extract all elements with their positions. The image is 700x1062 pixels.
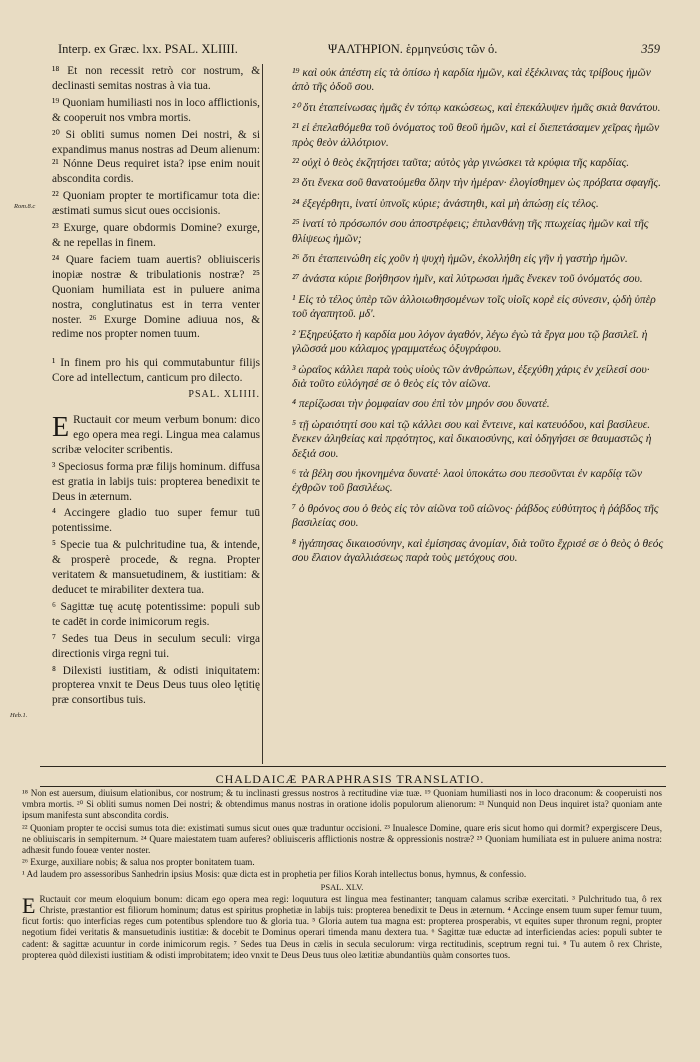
greek-verse: ⁷ ὁ θρόνος σου ὁ θεὸς εἰς τὸν αἰῶνα τοῦ αἰῶνος· ῥάβδος εὐθύτητος ἡ ῥάβδος τῆς βασιλείας σου. [292,502,659,530]
psalm-title: ¹ In finem pro his qui commutabuntur filijs Core ad intellectum, canticum pro dilecto. [52,357,260,385]
running-header [58,42,660,62]
chaldaic-paragraph: ²⁶ Exurge, auxiliare nobis; & salua nos propter bonitatem tuam. [22,857,255,868]
greek-verse: ²⁰ ὅτι ἐταπείνωσας ἡμᾶς ἐν τόπῳ κακώσεως, καὶ ἐπεκάλυψεν ἡμᾶς σκιὰ θανάτου. [292,101,661,114]
latin-column [52,64,260,710]
header-right: ΨΑΛΤΗΡΙΟΝ. ἑρμηνεύσις τῶν ό. [328,42,498,56]
greek-verse: ²³ ὅτι ἕνεκα σοῦ θανατούμεθα ὅλην τὴν ἡμέραν· ἐλογίσθημεν ὡς πρόβατα σφαγῆς. [292,177,661,190]
latin-verse: ⁶ Sagittæ tuę acutę potentissime: populi sub te cadēt in corde inimicorum regis. [52,600,260,628]
drop-cap: E [52,412,70,444]
greek-psalm-title: ¹ Εἰς τὸ τέλος ὑπὲρ τῶν ἀλλοιωθησομένων τοῖς υἱοῖς κορὲ εἰς σύνεσιν, ᾠδὴ ὑπὲρ τοῦ ἀγαπητοῦ. μδ'. [292,293,656,321]
greek-verse: ²⁵ ἱνατί τὸ πρόσωπόν σου ἀποστρέφεις; ἐπιλανθάνῃ τῆς πτωχείας ἡμῶν καὶ τῆς θλίψεως ἡμῶν; [292,218,649,245]
greek-verse: ⁵ τῇ ὡραιότητί σου καὶ τῷ κάλλει σου καὶ ἔντεινε, καὶ κατευόδου, καὶ βασίλευε. ἕνεκεν ἀληθείας καὶ πρᾳότητος, καὶ δικαιοσύνης, καὶ ὁδηγήσει σε θαυμαστῶς ἡ δεξιά σου. [292,418,652,460]
chaldaic-paragraph: ¹ Ad laudem pro assessoribus Sanhedrin ipsius Mosis: quæ dicta est in prophetia per filios Korah intellectus bonus, hymnus, & confessio. [22,869,527,880]
latin-verse: ²⁰ Si obliti sumus nomen Dei nostri, & si expandimus manus nostras ad Deum alienum: ²¹ Nónne Deus requiret ista? ipse enim nouit abscondita cordis. [52,128,261,186]
latin-verse: ¹⁸ Et non recessit retrò cor nostrum, & declinasti semitas nostras à via tua. [52,65,260,92]
greek-verse: ⁸ ἠγάπησας δικαιοσύνην, καὶ ἐμίσησας ἀνομίαν, διὰ τοῦτο ἔχρισέ σε ὁ θεὸς ὁ θεός σου ἔλαιον ἀγαλλιάσεως παρὰ τοὺς μετόχους σου. [292,537,664,564]
greek-verse: ² Ἐξηρεύξατο ἡ καρδία μου λόγον ἀγαθόν, λέγω ἐγὼ τὰ ἔργα μου τῷ βασιλεῖ. ἡ γλῶσσά μου κάλαμος γραμματέως ὀξυγράφου. [292,328,648,356]
chaldaic-paraphrase [22,788,662,962]
greek-verse: ³ ὡραῖος κάλλει παρὰ τοὺς υἱοὺς τῶν ἀνθρώπων, ἐξεχύθη χάρις ἐν χείλεσί σου· διὰ τοῦτο εὐλόγησέ σε ὁ θεὸς εἰς τὸν αἰῶνα. [292,363,650,390]
column-divider [262,64,263,764]
latin-verse: ⁷ Sedes tua Deus in seculum seculi: virga directionis virga regni tui. [52,632,260,660]
greek-verse: ²² οὐχὶ ὁ θεὸς ἐκζητήσει ταῦτα; αὐτὸς γὰρ γινώσκει τὰ κρύφια τῆς καρδίας. [292,157,630,170]
page-number: 359 [641,42,660,56]
section-rule [40,786,666,787]
greek-verse: ⁴ περίζωσαι τὴν ῥομφαίαν σου ἐπὶ τὸν μηρόν σου δυνατέ. [292,398,550,411]
latin-verse: ⁸ Dilexisti iustitiam, & odisti iniquitatem: propterea vnxit te Deus Deus tuus oleo lętitię præ consortibus tuis. [52,664,260,707]
drop-cap: E [22,892,36,918]
greek-verse: ¹⁹ καὶ οὐκ ἀπέστη εἰς τὰ ὀπίσω ἡ καρδία ἡμῶν, καὶ ἐξέκλινας τὰς τρίβους ἡμῶν ἀπὸ τῆς ὁδοῦ σου. [292,67,651,94]
chaldaic-psalm-number: PSAL. XLV. [320,881,364,892]
greek-verse: ²¹ εἰ ἐπελαθόμεθα τοῦ ὀνόματος τοῦ θεοῦ ἡμῶν, καὶ εἰ διεπετάσαμεν χεῖρας ἡμῶν πρὸς θεὸν ἀλλότριον. [292,122,660,149]
header-left: Interp. ex Græc. lxx. PSAL. XLIIII. [58,42,238,56]
greek-verse: ²⁷ ἀνάστα κύριε βοήθησον ἡμῖν, καὶ λύτρωσαι ἡμᾶς ἕνεκεν τοῦ ὀνόματός σου. [292,273,643,286]
section-rule [40,766,666,767]
latin-verse: ³ Speciosus forma præ filijs hominum. diffusa est gratia in labijs tuis: propterea benedixit te Deus in æternum. [52,460,260,503]
chaldaic-paragraph: ¹⁸ Non est auersum, diuisum elationibus, cor nostrum; & tu inclinasti gressus nostros à rectitudine viæ tuæ. ¹⁹ Quoniam humiliasti nos in loco draconum: & cooperuisti nos vmbra mortis. ²⁰ Si obliti sumus nomen Dei nostri; & obtendimus manus nostras in oratione idolis populorum alienorum: ²¹ Nunquid non Deus inquiret ista? quoniam ante ipsum manifesta sunt abscondita cordis. [22,788,662,821]
latin-verse: ⁵ Specie tua & pulchritudine tua, & intende, & prosperè procede, & regna. Propter veritatem & mansuetudinem, & iustitiam: & deducet te mirabiliter dextera tua. [52,539,260,596]
greek-column [292,66,664,571]
greek-verse: ²⁶ ὅτι ἐταπεινώθη εἰς χοῦν ἡ ψυχὴ ἡμῶν, ἐκολλήθη εἰς γῆν ἡ γαστὴρ ἡμῶν. [292,253,628,266]
latin-verse: ⁴ Accingere gladio tuo super femur tuū potentissime. [52,507,260,535]
latin-verse: ²⁴ Quare faciem tuam auertis? obliuisceris inopiæ nostræ & tribulationis nostræ? ²⁵ Quoniam humiliata est in puluere anima nostra, conglutinatus est in terra venter noster. ²⁶ Exurge Domine adiuua nos, & redime nos propter nomen tuum. [52,253,260,341]
margin-note-rom: Rom.8.c [14,203,36,210]
chaldaic-paragraph: E Ructauit cor meum eloquium bonum: dicam ego opera mea regi: loquutura est lingua mea festinanter; tanquam calamus scribæ exercitati. ³ Pulchritudo tua, ô rex Christe, præstantior est filiorum hominum; datus est spiritus prophetiæ in labijs tuis: propterea benedixit te Deus in æternum. ⁴ Accinge ensem tuum super femur tuum, ficut fortis: quo interficias reges cum potentibus splendore tuo & gloria tua. ⁵ Gloria autem tua magna est: propterea prosperabis, vt equites super thronum regni, propter negotium fidei veritatis & mansuetudinis iustitiæ: & docebit te Dominus operari timenda manu dextera tua. ⁶ Sagittæ tuæ eductæ ad interficiendas acies: populi subter te cadent: & sagittæ acuuntur in corde inimicorum regis. ⁷ Sedes tua Deus in cælis in secula seculorum: virga rectitudinis, sceptrum regni tui. ⁸ Tu autem ô rex Christe, propterea quòd dilexisti iustitiam & odisti improbitatem; ideo vnxit te Deus Deus tuus oleo lætitiæ abundantiùs quàm consortes tuos. [22,892,662,960]
latin-verse-2: E Ructauit cor meum verbum bonum: dico ego opera mea regi. Lingua mea calamus scribæ velociter scribentis. [52,412,260,456]
psalm-number: PSAL. XLIIII. [188,389,260,401]
greek-verse: ²⁴ ἐξεγέρθητι, ἱνατί ὑπνοῖς κύριε; ἀνάστηθι, καὶ μὴ ἀπώσῃ εἰς τέλος. [292,197,599,210]
chaldaic-title: CHALDAICÆ PARAPHRASIS TRANSLATIO. [215,772,485,786]
latin-verse: ¹⁹ Quoniam humiliasti nos in loco afflictionis, & cooperuit nos vmbra mortis. [52,96,260,124]
latin-verse: ²² Quoniam propter te mortificamur tota die: æstimati sumus sicut oues occisionis. [52,190,260,218]
latin-verse: ²³ Exurge, quare obdormis Domine? exurge, & ne repellas in finem. [52,222,260,249]
margin-note-heb: Heb.1. [10,712,28,719]
chaldaic-paragraph: ²² Quoniam propter te occisi sumus tota die: existimati sumus sicut oues quæ traduntur occisioni. ²³ Inualesce Domine, quare eris sicut homo qui dormit? expergiscere Deus, ne obliuiscaris in sempiternum. ²⁴ Quare maiestatem tuam auferes? obliuisceris afflictionis nostræ & oppressionis nostræ? ²⁵ Quoniam humiliata est in puluere anima nostra: adhæsit fundo foueæ venter noster. [22,822,662,856]
greek-verse: ⁶ τὰ βέλη σου ἠκονημένα δυνατέ· λαοὶ ὑποκάτω σου πεσοῦνται ἐν καρδίᾳ τῶν ἐχθρῶν τοῦ βασιλέως. [292,467,643,495]
